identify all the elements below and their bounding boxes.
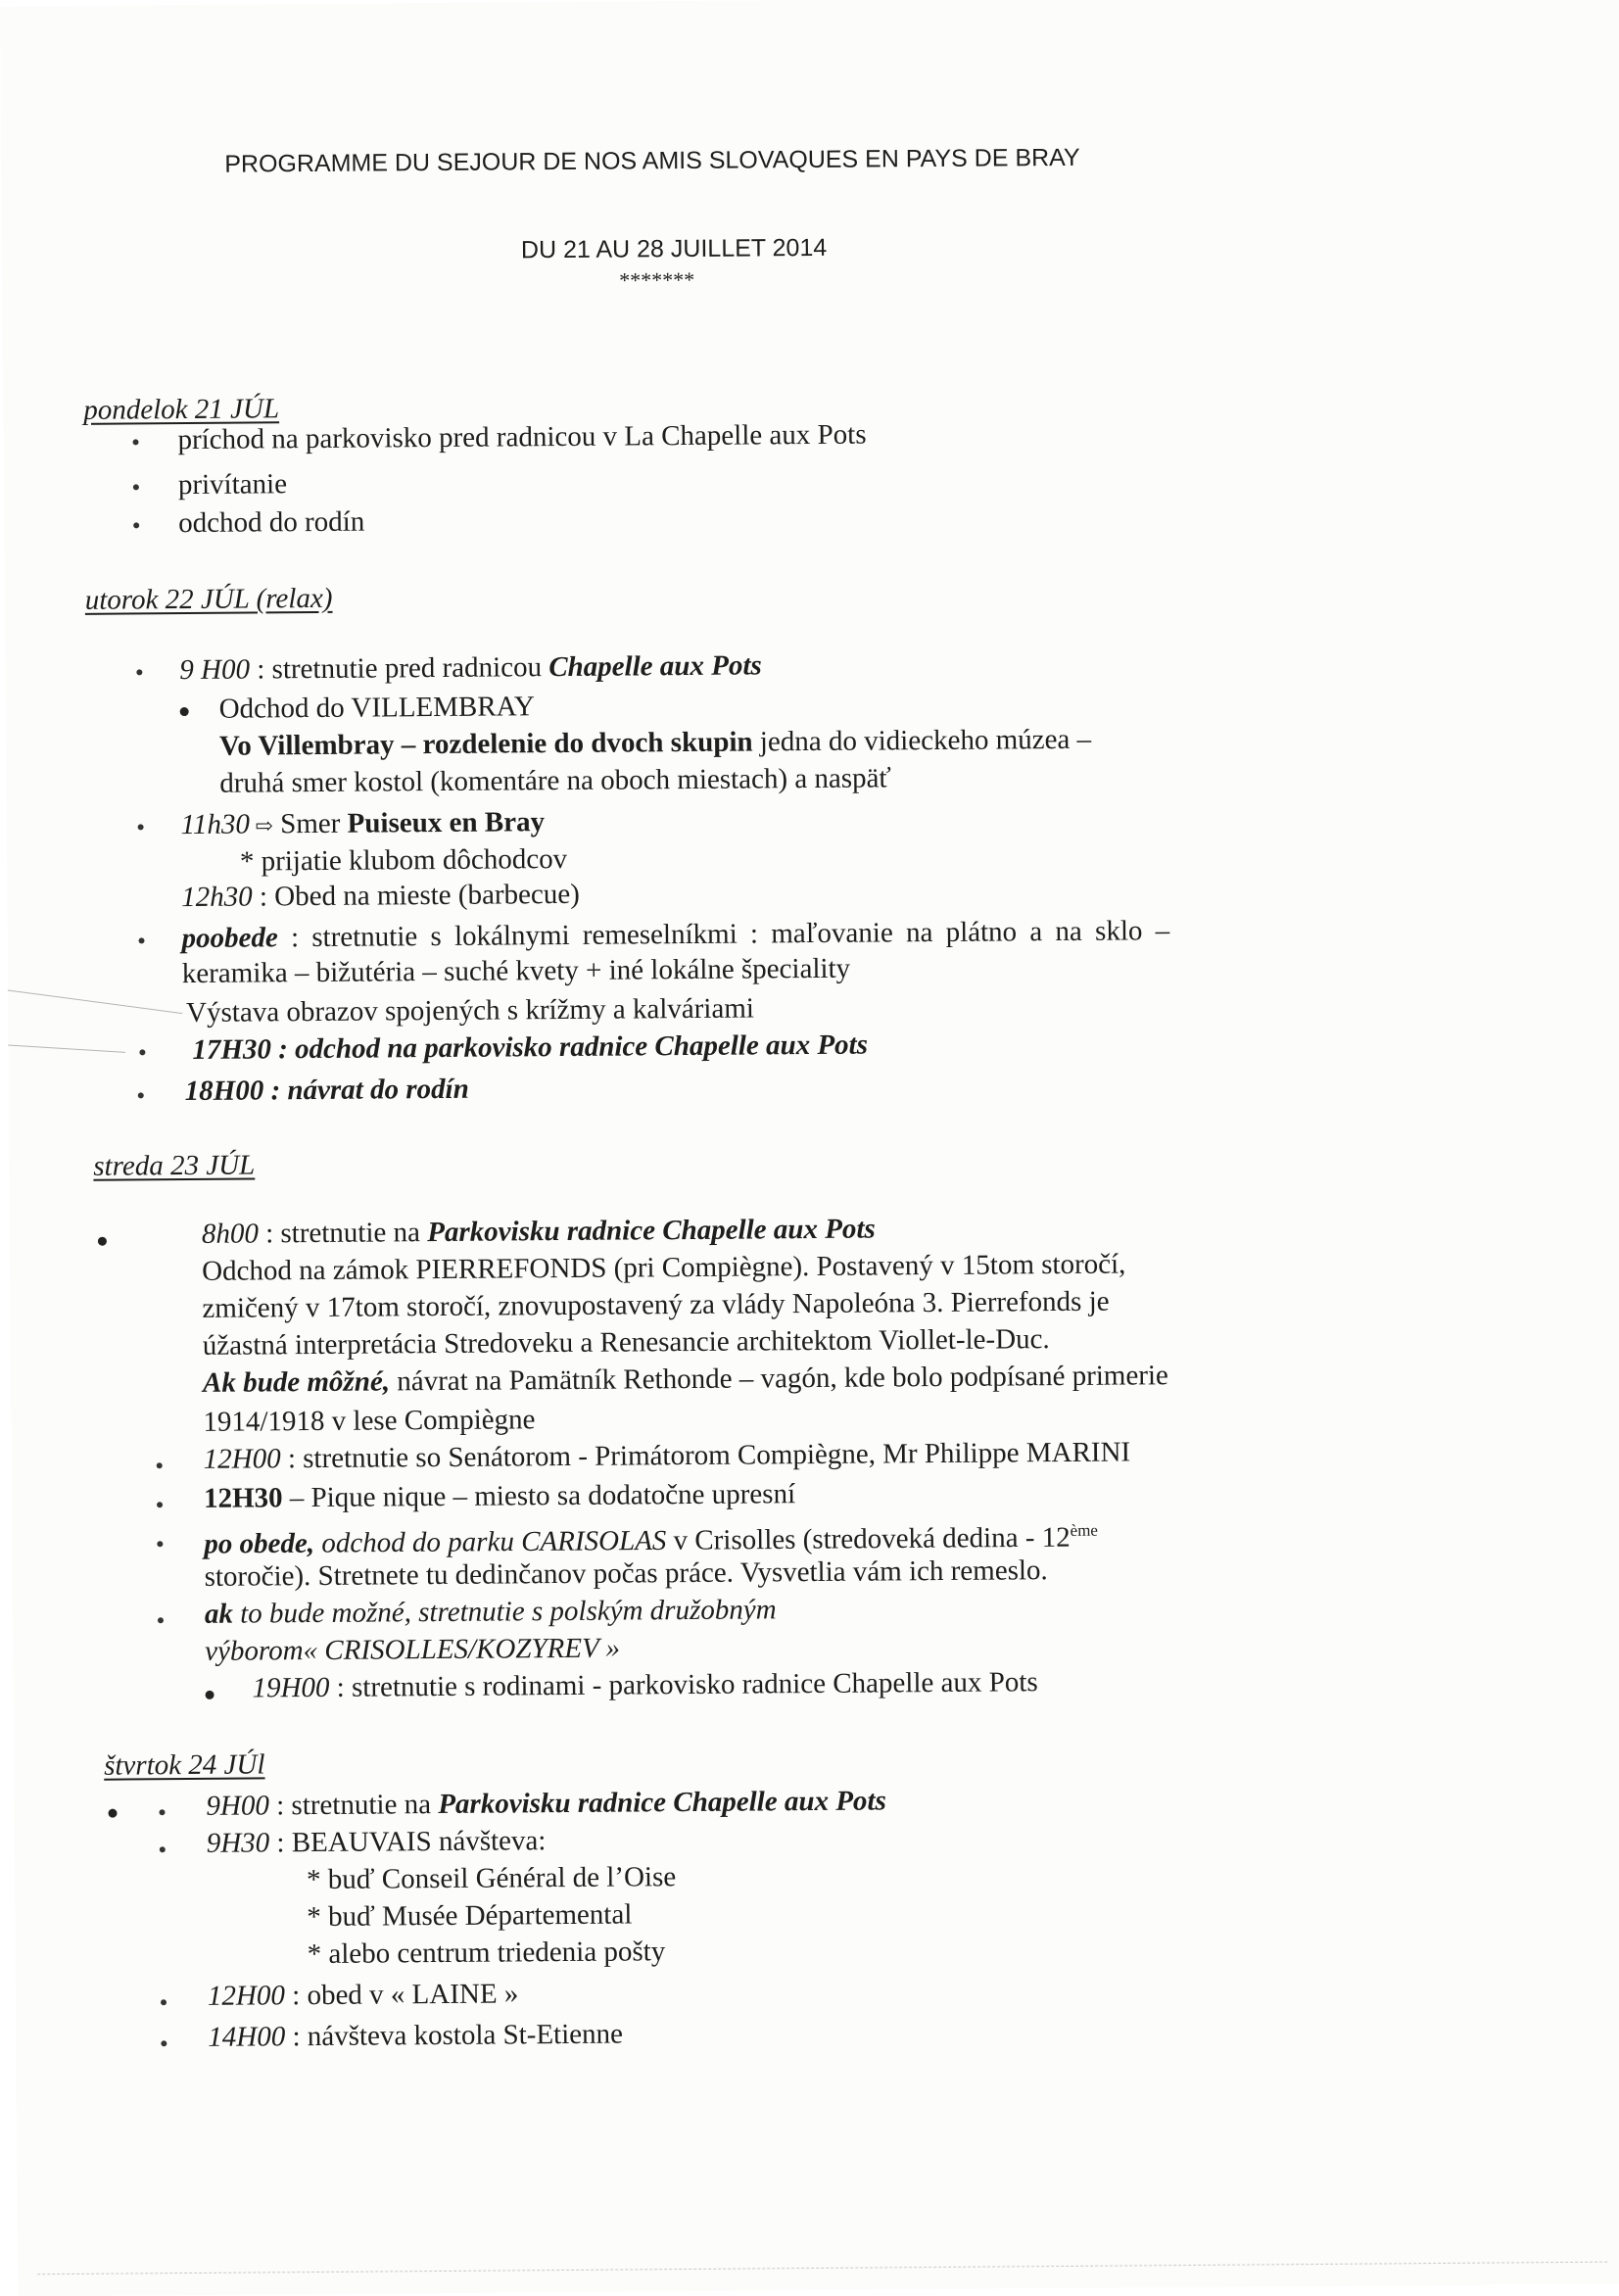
schedule-line: * prijatie klubom dôchodcov bbox=[239, 842, 568, 878]
paragraph-line: 1914/1918 v lese Compiègne bbox=[203, 1404, 536, 1438]
bullet-dot bbox=[180, 707, 189, 716]
time-label: 11h30 bbox=[180, 808, 251, 841]
schedule-line bbox=[204, 1477, 795, 1515]
schedule-line bbox=[219, 723, 1091, 763]
paragraph-line bbox=[203, 1359, 1168, 1400]
line-text: : návšteva kostola St-Etienne bbox=[285, 2018, 624, 2053]
time-label: 9H00 bbox=[206, 1790, 270, 1822]
sub-item: * buď Musée Départemental bbox=[307, 1898, 633, 1934]
list-item bbox=[159, 1794, 165, 1827]
bullet-dot bbox=[157, 1542, 163, 1548]
italic-text: odchod do parku CARISOLAS bbox=[313, 1524, 667, 1559]
line-text: : stretnutie s lokálnymi remeselníkmi : maľovanie na plátno a na sklo – bbox=[277, 915, 1170, 954]
page-edge bbox=[37, 2262, 1607, 2275]
schedule-line: Výstava obrazov spojených s krížmy a kalváriami bbox=[185, 992, 755, 1029]
line-text: v Crisolles (stredoveká dedina - 12 bbox=[666, 1521, 1071, 1556]
italic-text: to bude možné, stretnutie s polským družobným bbox=[232, 1594, 777, 1630]
line-text: Smer bbox=[272, 807, 348, 840]
bullet-dot bbox=[136, 670, 142, 676]
schedule-line: Odchod do VILLEMBRAY bbox=[218, 691, 536, 725]
list-item bbox=[157, 1525, 163, 1558]
bullet-dot bbox=[138, 1093, 144, 1099]
list-item bbox=[157, 1447, 163, 1480]
list-item: odchod do rodín bbox=[178, 505, 365, 540]
bullet-dot bbox=[160, 1847, 166, 1853]
time-label: 12h30 bbox=[181, 881, 253, 914]
bullet-dot bbox=[138, 825, 144, 831]
schedule-line: 17H30 : odchod na parkovisko radnice Chapelle aux Pots bbox=[192, 1028, 869, 1066]
schedule-line bbox=[202, 1213, 876, 1251]
day-heading-thursday: štvrtok 24 JÚl bbox=[104, 1748, 265, 1782]
place-name: Chapelle aux Pots bbox=[548, 649, 762, 684]
line-text: : stretnutie na bbox=[258, 1217, 428, 1250]
line-text: : Obed na mieste (barbecue) bbox=[252, 878, 580, 913]
place-name: Parkovisku radnice Chapelle aux Pots bbox=[438, 1785, 886, 1821]
day-heading-monday: pondelok 21 JÚL bbox=[83, 393, 280, 426]
day-heading-tuesday: utorok 22 JÚL (relax) bbox=[84, 582, 333, 616]
time-label: poobede bbox=[181, 922, 278, 955]
place-name: Puiseux en Bray bbox=[347, 806, 546, 839]
time-label: 12H00 bbox=[207, 1980, 286, 2012]
list-item bbox=[158, 1602, 164, 1635]
bullet-dot bbox=[139, 938, 145, 944]
list-item bbox=[139, 1033, 145, 1067]
arrow-icon: ⇨ bbox=[255, 813, 273, 838]
schedule-line bbox=[252, 1665, 1037, 1704]
list-item bbox=[133, 468, 139, 502]
day-heading-wednesday: streda 23 JÚL bbox=[93, 1149, 256, 1182]
line-text: – Pique nique – miesto sa dodatočne upresní bbox=[282, 1478, 796, 1514]
paper-crease bbox=[8, 989, 183, 1014]
bullet-dot bbox=[206, 1691, 214, 1699]
list-item bbox=[108, 1794, 117, 1828]
schedule-line bbox=[204, 1435, 1131, 1475]
schedule-line bbox=[181, 914, 1169, 955]
time-label: 19H00 bbox=[252, 1671, 330, 1704]
time-label: 9 H00 bbox=[179, 653, 251, 687]
list-item bbox=[136, 653, 142, 687]
time-label: 12H00 bbox=[203, 1443, 281, 1475]
list-item bbox=[138, 922, 144, 955]
list-item bbox=[160, 1831, 166, 1864]
bullet-dot bbox=[158, 1618, 164, 1624]
time-label: 9H30 bbox=[206, 1827, 270, 1859]
bullet-dot bbox=[133, 485, 139, 491]
list-item bbox=[133, 506, 139, 540]
list-item bbox=[180, 693, 189, 726]
sub-item: * alebo centrum triedenia pošty bbox=[307, 1936, 666, 1971]
superscript: ème bbox=[1070, 1520, 1099, 1540]
bullet-dot bbox=[133, 440, 139, 446]
list-item bbox=[205, 1676, 214, 1709]
line-text: : obed v « LAINE » bbox=[284, 1978, 519, 2012]
bullet-dot bbox=[159, 1810, 165, 1816]
emphasis-text: Ak bude môžné, bbox=[202, 1365, 391, 1399]
schedule-line bbox=[181, 878, 580, 914]
bullet-dot bbox=[161, 2041, 167, 2047]
schedule-line: 18H00 : návrat do rodín bbox=[184, 1073, 469, 1108]
sub-item: * buď Conseil Général de l’Oise bbox=[306, 1861, 677, 1896]
schedule-line bbox=[207, 1824, 547, 1860]
line-text: : stretnutie s rodinami - parkovisko radnice Chapelle aux Pots bbox=[329, 1666, 1038, 1703]
line-text: : stretnutie so Senátorom - Primátorom Compiègne, Mr Philippe MARINI bbox=[280, 1436, 1131, 1475]
line-text: : stretnutie pred radnicou bbox=[249, 651, 549, 686]
schedule-line bbox=[180, 805, 545, 843]
schedule-line bbox=[208, 1977, 519, 2012]
paper-crease bbox=[8, 1044, 125, 1052]
bullet-dot bbox=[157, 1463, 163, 1469]
bullet-dot bbox=[98, 1237, 107, 1246]
paragraph-line: storočie). Stretnete tu dedinčanov počas práce. Vysvetlia vám ich remeslo. bbox=[204, 1555, 1048, 1593]
emphasis-text: Vo Villembray – rozdelenie do dvoch skupin bbox=[218, 726, 753, 762]
list-item: príchod na parkovisko pred radnicou v La Chapelle aux Pots bbox=[177, 418, 867, 456]
paragraph-line: úžastná interpretácia Stredoveku a Renesancie architektom Viollet-le-Duc. bbox=[202, 1323, 1050, 1362]
bullet-dot bbox=[157, 1503, 163, 1508]
list-item bbox=[138, 1076, 144, 1110]
list-item bbox=[161, 2025, 167, 2058]
emphasis-text: ak bbox=[204, 1598, 234, 1630]
list-item bbox=[157, 1486, 163, 1519]
list-item bbox=[132, 423, 138, 456]
list-item bbox=[161, 1984, 167, 2017]
emphasis-text: po obede, bbox=[204, 1527, 315, 1560]
schedule-line: druhá smer kostol (komentáre na oboch miestach) a naspäť bbox=[219, 762, 891, 799]
paragraph-line: výborom« CRISOLLES/KOZYREV » bbox=[205, 1632, 621, 1667]
schedule-line bbox=[205, 1593, 777, 1631]
line-text: jedna do vidieckeho múzea – bbox=[752, 723, 1092, 758]
schedule-line bbox=[206, 1784, 886, 1822]
document-dates: DU 21 AU 28 JUILLET 2014 bbox=[520, 233, 828, 264]
title-stars: ******* bbox=[619, 266, 695, 293]
bullet-dot bbox=[133, 523, 139, 529]
list-item bbox=[137, 808, 143, 841]
line-text: : BEAUVAIS návšteva: bbox=[269, 1825, 547, 1859]
bullet-dot bbox=[139, 1050, 145, 1056]
time-label: 12H30 bbox=[203, 1482, 283, 1514]
document-title: PROGRAMME DU SEJOUR DE NOS AMIS SLOVAQUES EN PAYS DE BRAY bbox=[224, 143, 1080, 178]
bullet-dot bbox=[161, 2000, 167, 2006]
schedule-line bbox=[208, 2018, 623, 2054]
time-label: 8h00 bbox=[201, 1218, 259, 1250]
line-text: : stretnutie na bbox=[268, 1789, 439, 1822]
list-item: privítanie bbox=[177, 468, 288, 502]
line-text: návrat na Pamätník Rethonde – vagón, kde bolo podpísané primerie bbox=[389, 1360, 1168, 1398]
schedule-line bbox=[179, 648, 762, 687]
schedule-line: keramika – bižutéria – suché kvety + iné lokálne špeciality bbox=[181, 952, 851, 990]
bullet-dot bbox=[108, 1808, 117, 1817]
list-item bbox=[98, 1222, 107, 1256]
paragraph-line: Odchod na zámok PIERREFONDS (pri Compiègne). Postavený v 15tom storočí, bbox=[202, 1248, 1126, 1287]
time-label: 14H00 bbox=[208, 2021, 286, 2053]
place-name: Parkovisku radnice Chapelle aux Pots bbox=[427, 1213, 876, 1249]
paragraph-line: zmičený v 17tom storočí, znovupostavený za vlády Napoleóna 3. Pierrefonds je bbox=[202, 1285, 1110, 1324]
